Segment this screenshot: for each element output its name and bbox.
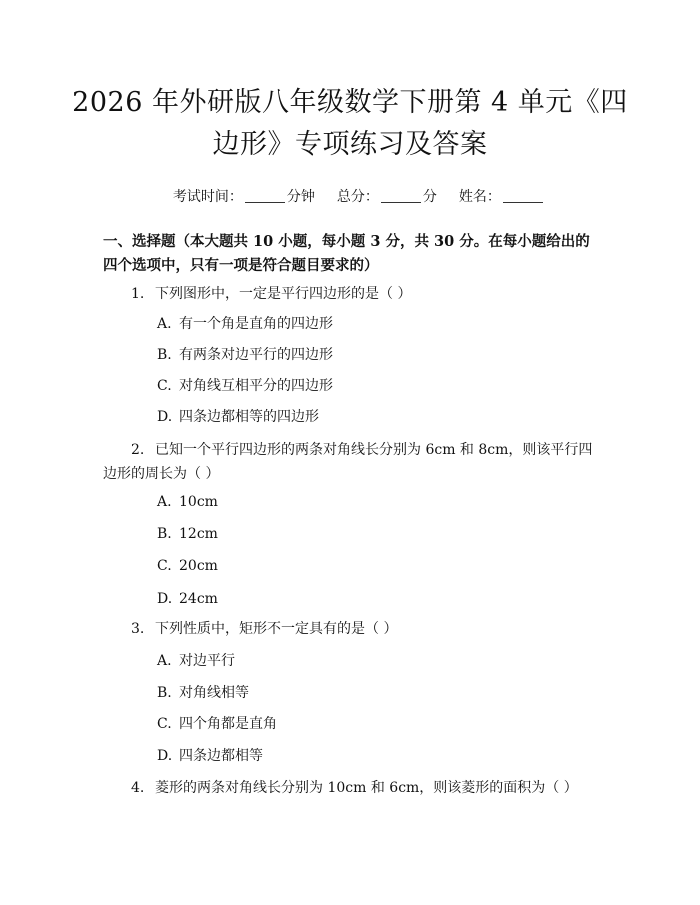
time-label: 考试时间： bbox=[172, 189, 243, 205]
option-2c bbox=[157, 556, 218, 576]
option-text: 对边平行 bbox=[179, 653, 235, 669]
option-3c bbox=[157, 714, 277, 734]
option-letter: B. bbox=[157, 526, 172, 542]
option-text: 四条边都相等 bbox=[179, 748, 263, 764]
title-line-1: 2026 年外研版八年级数学下册第 4 单元《四 bbox=[72, 87, 628, 118]
name-group bbox=[459, 188, 545, 206]
option-text: 四个角都是直角 bbox=[179, 716, 277, 732]
score-group bbox=[337, 188, 437, 206]
name-label: 姓名： bbox=[458, 189, 501, 205]
option-text: 对角线互相平分的四边形 bbox=[179, 378, 333, 394]
time-unit: 分钟 bbox=[286, 189, 315, 205]
option-letter: B. bbox=[157, 347, 172, 363]
exam-meta bbox=[0, 170, 700, 224]
score-blank bbox=[381, 188, 421, 203]
option-text: 四条边都相等的四边形 bbox=[179, 409, 319, 425]
option-letter: C. bbox=[157, 378, 172, 394]
option-letter: D. bbox=[157, 591, 173, 607]
option-text: 24cm bbox=[179, 591, 218, 607]
question-number: 1. bbox=[131, 286, 145, 302]
question-3 bbox=[103, 617, 603, 641]
section-heading: 一、选择题（本大题共 10 小题，每小题 3 分，共 30 分。在每小题给出的四个选项中，只有一项是符合题目要求的） bbox=[103, 233, 590, 274]
option-1d bbox=[157, 407, 319, 427]
option-1c bbox=[157, 376, 333, 396]
option-2b bbox=[157, 524, 218, 544]
question-number: 2. bbox=[131, 442, 145, 458]
option-2d bbox=[157, 589, 218, 609]
question-number: 4. bbox=[131, 780, 145, 796]
option-letter: C. bbox=[157, 558, 172, 574]
option-text: 有一个角是直角的四边形 bbox=[179, 316, 333, 332]
score-unit: 分 bbox=[422, 189, 437, 205]
time-blank bbox=[245, 188, 285, 203]
option-letter: C. bbox=[157, 716, 172, 732]
title-line-2: 边形》专项练习及答案 bbox=[212, 129, 488, 160]
question-number: 3. bbox=[131, 621, 145, 637]
option-1a bbox=[157, 314, 333, 334]
option-2a bbox=[157, 492, 218, 512]
option-text: 有两条对边平行的四边形 bbox=[179, 347, 333, 363]
option-3d bbox=[157, 746, 263, 766]
option-3b bbox=[157, 683, 249, 703]
option-text: 12cm bbox=[179, 526, 218, 542]
score-label: 总分： bbox=[336, 189, 379, 205]
option-letter: A. bbox=[157, 494, 172, 510]
option-letter: D. bbox=[157, 748, 173, 764]
time-group bbox=[173, 188, 315, 206]
option-text: 10cm bbox=[179, 494, 218, 510]
option-text: 20cm bbox=[179, 558, 218, 574]
option-letter: D. bbox=[157, 409, 173, 425]
name-blank bbox=[503, 188, 543, 203]
option-letter: A. bbox=[157, 316, 172, 332]
option-text: 对角线相等 bbox=[179, 685, 249, 701]
option-letter: B. bbox=[157, 685, 172, 701]
option-3a bbox=[157, 651, 235, 671]
option-1b bbox=[157, 345, 333, 365]
question-2 bbox=[103, 438, 603, 486]
question-4 bbox=[103, 776, 603, 800]
option-letter: A. bbox=[157, 653, 172, 669]
question-text: 菱形的两条对角线长分别为 10cm 和 6cm，则该菱形的面积为（ ） bbox=[155, 780, 578, 796]
question-text: 下列性质中，矩形不一定具有的是（ ） bbox=[155, 621, 398, 637]
question-text: 下列图形中，一定是平行四边形的是（ ） bbox=[155, 286, 412, 302]
question-text: 已知一个平行四边形的两条对角线长分别为 6cm 和 8cm，则该平行四边形的周长为（ ） bbox=[103, 442, 593, 482]
question-1 bbox=[103, 282, 603, 306]
